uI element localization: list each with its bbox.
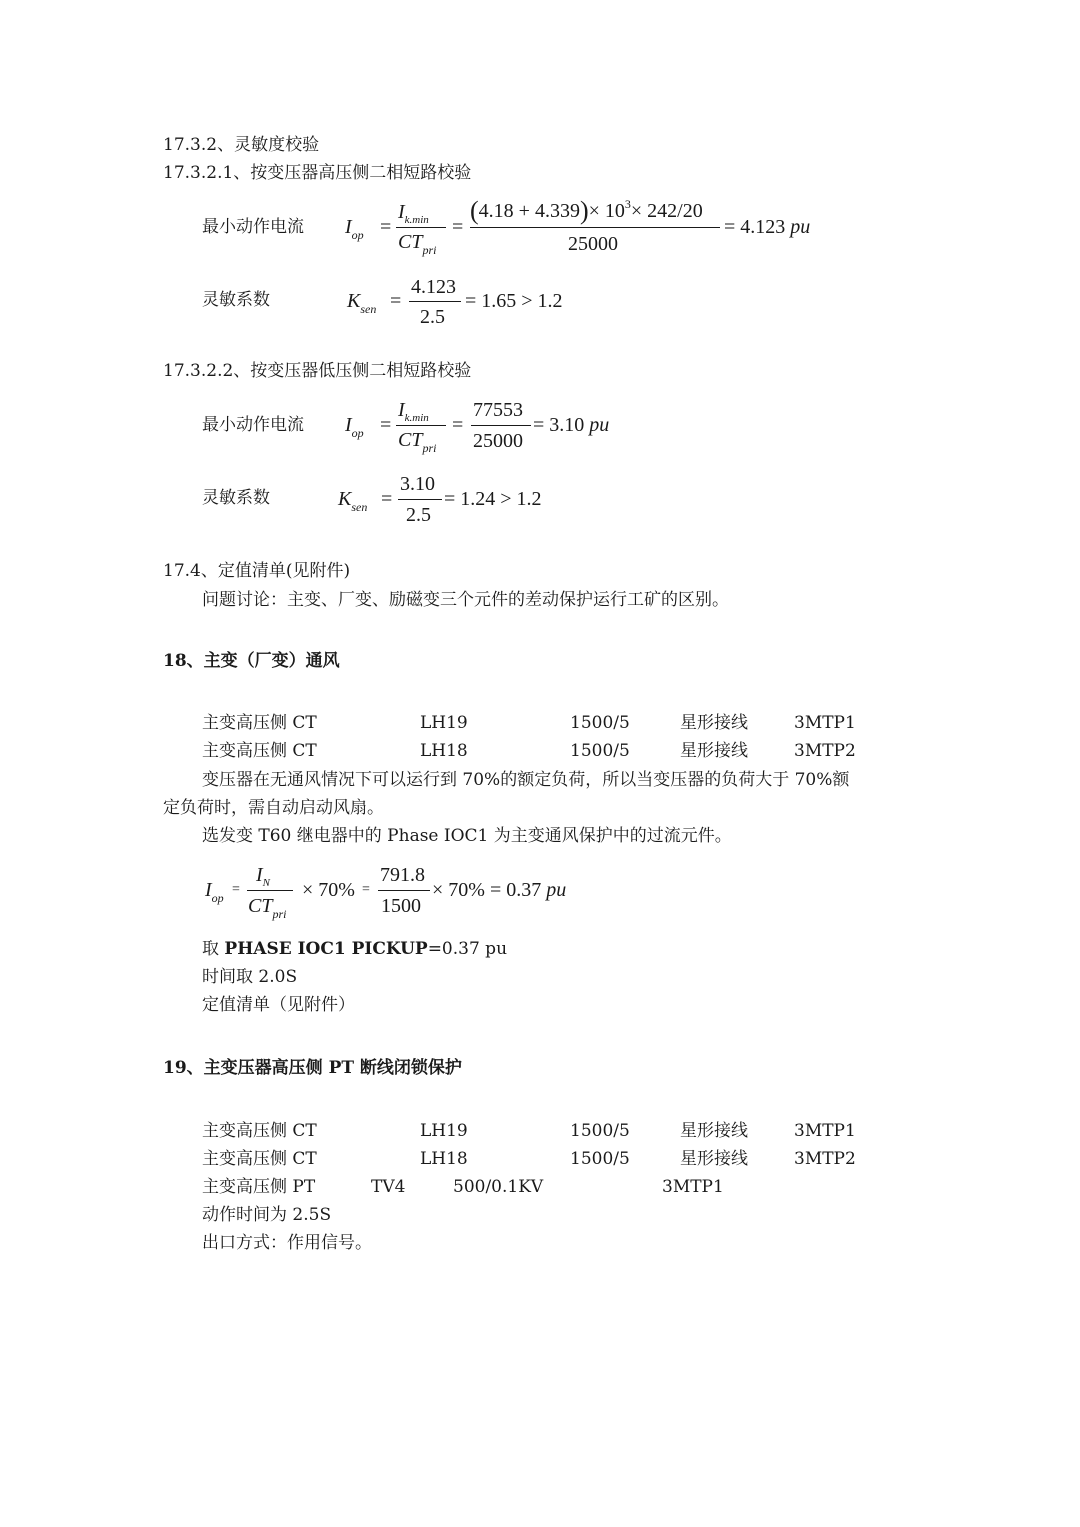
s18-para1-line2: 定负荷时，需自动启动风扇。 [163,798,384,818]
ct-lh: LH19 [420,1121,468,1141]
ct-mtp: 3MTP1 [794,1121,856,1141]
eq3-frac-bar [396,425,446,426]
eq2-lhs: $K_{sen}$ [347,290,377,316]
eq5-lhs: $I_{op}$ [205,879,224,905]
section-18-title: 18、主变（厂变）通风 [163,651,340,671]
ct-ratio: 1500/5 [570,1121,630,1141]
eq5-frac-num: $I_N$ [256,864,271,889]
eq1-result: = 4.123 pu [724,216,811,238]
eq4-bar [398,499,442,500]
eq3-equals-b: = [452,414,464,436]
eq4-equals: = [381,488,393,510]
ct-name: 主变高压侧 CT [202,1149,317,1169]
eq2-bar [409,301,461,302]
eq2-equals: = [390,290,402,312]
eq1-equals-b: = [452,216,464,238]
ct-mtp: 3MTP2 [794,741,856,761]
eq3-num2: 77553 [473,399,523,421]
section-17-3-2-title: 17.3.2、灵敏度校验 [163,135,320,155]
eq4-den: 2.5 [406,504,431,526]
eq5-equals-b: = [362,882,370,897]
pt-ratio: 500/0.1KV [453,1177,544,1197]
ct-name: 主变高压侧 CT [202,713,317,733]
eq5-result: × 70% = 0.37 pu [432,879,567,901]
ct-wiring: 星形接线 [680,741,748,761]
eq3-frac-den: $CT_{pri}$ [398,429,437,455]
s18-time: 时间取 2.0S [202,967,298,987]
eq5-num2: 791.8 [380,864,425,886]
eq4-result: = 1.24 > 1.2 [444,488,542,510]
s19-time: 动作时间为 2.5S [202,1205,332,1225]
eq1-big-den: 25000 [568,233,618,255]
label-sens-1: 灵敏系数 [202,290,270,310]
ct-lh: LH18 [420,741,468,761]
eq5-frac-bar [247,890,293,891]
ct-lh: LH18 [420,1149,468,1169]
label-sens-2: 灵敏系数 [202,488,270,508]
ct-ratio: 1500/5 [570,713,630,733]
s19-output: 出口方式：作用信号。 [202,1233,372,1253]
pt-tv: TV4 [371,1177,406,1197]
eq2-num: 4.123 [411,276,456,298]
eq3-equals-a: = [380,414,392,436]
section-17-4-title: 17.4、定值清单(见附件) [163,561,351,581]
s18-para1-line1: 变压器在无通风情况下可以运行到 70%的额定负荷，所以当变压器的负荷大于 70%额 [202,770,850,790]
eq3-frac-num: $I_{k.min}$ [398,399,429,424]
eq3-lhs: $I_{op}$ [345,414,364,440]
section-19-title: 19、主变压器高压侧 PT 断线闭锁保护 [163,1058,462,1078]
eq1-big-bar [470,227,720,228]
ct-mtp: 3MTP2 [794,1149,856,1169]
eq5-frac-den: $CT_{pri}$ [248,895,287,921]
eq1-frac-den: $CT_{pri}$ [398,231,437,257]
ct-name: 主变高压侧 CT [202,741,317,761]
eq5-den2: 1500 [381,895,421,917]
s18-list: 定值清单（见附件） [202,995,355,1015]
eq4-lhs: $K_{sen}$ [338,488,368,514]
section-17-3-2-2-title: 17.3.2.2、按变压器低压侧二相短路校验 [163,361,472,381]
pt-mtp: 3MTP1 [662,1177,724,1197]
discussion-text: 问题讨论：主变、厂变、励磁变三个元件的差动保护运行工矿的区别。 [202,590,729,610]
eq1-lhs: $I_{op}$ [345,216,364,242]
s18-take-line: 取 PHASE IOC1 PICKUP=0.37 pu [202,939,508,959]
ct-ratio: 1500/5 [570,741,630,761]
eq1-frac-num: $I_{k.min}$ [398,201,429,226]
eq5-bar2 [378,890,430,891]
eq5-mult: × 70% [302,879,355,901]
eq3-bar2 [471,425,531,426]
ct-wiring: 星形接线 [680,713,748,733]
ct-mtp: 3MTP1 [794,713,856,733]
s18-para2: 选发变 T60 继电器中的 Phase IOC1 为主变通风保护中的过流元件。 [202,826,732,846]
eq1-frac-bar [396,227,446,228]
eq3-result: = 3.10 pu [533,414,610,436]
eq2-den: 2.5 [420,306,445,328]
ct-ratio: 1500/5 [570,1149,630,1169]
ct-wiring: 星形接线 [680,1121,748,1141]
eq2-result: = 1.65 > 1.2 [465,290,563,312]
eq3-den2: 25000 [473,430,523,452]
eq1-equals-a: = [380,216,392,238]
label-min-current-1: 最小动作电流 [202,217,304,237]
ct-lh: LH19 [420,713,468,733]
section-17-3-2-1-title: 17.3.2.1、按变压器高压侧二相短路校验 [163,163,472,183]
ct-wiring: 星形接线 [680,1149,748,1169]
ct-name: 主变高压侧 CT [202,1121,317,1141]
eq5-equals-a: = [232,882,240,897]
label-min-current-2: 最小动作电流 [202,415,304,435]
eq4-num: 3.10 [400,473,435,495]
pt-name: 主变高压侧 PT [202,1177,316,1197]
eq1-big-num: $(4.18 + 4.339)\times 10^3\times 242/20$ [470,196,703,225]
